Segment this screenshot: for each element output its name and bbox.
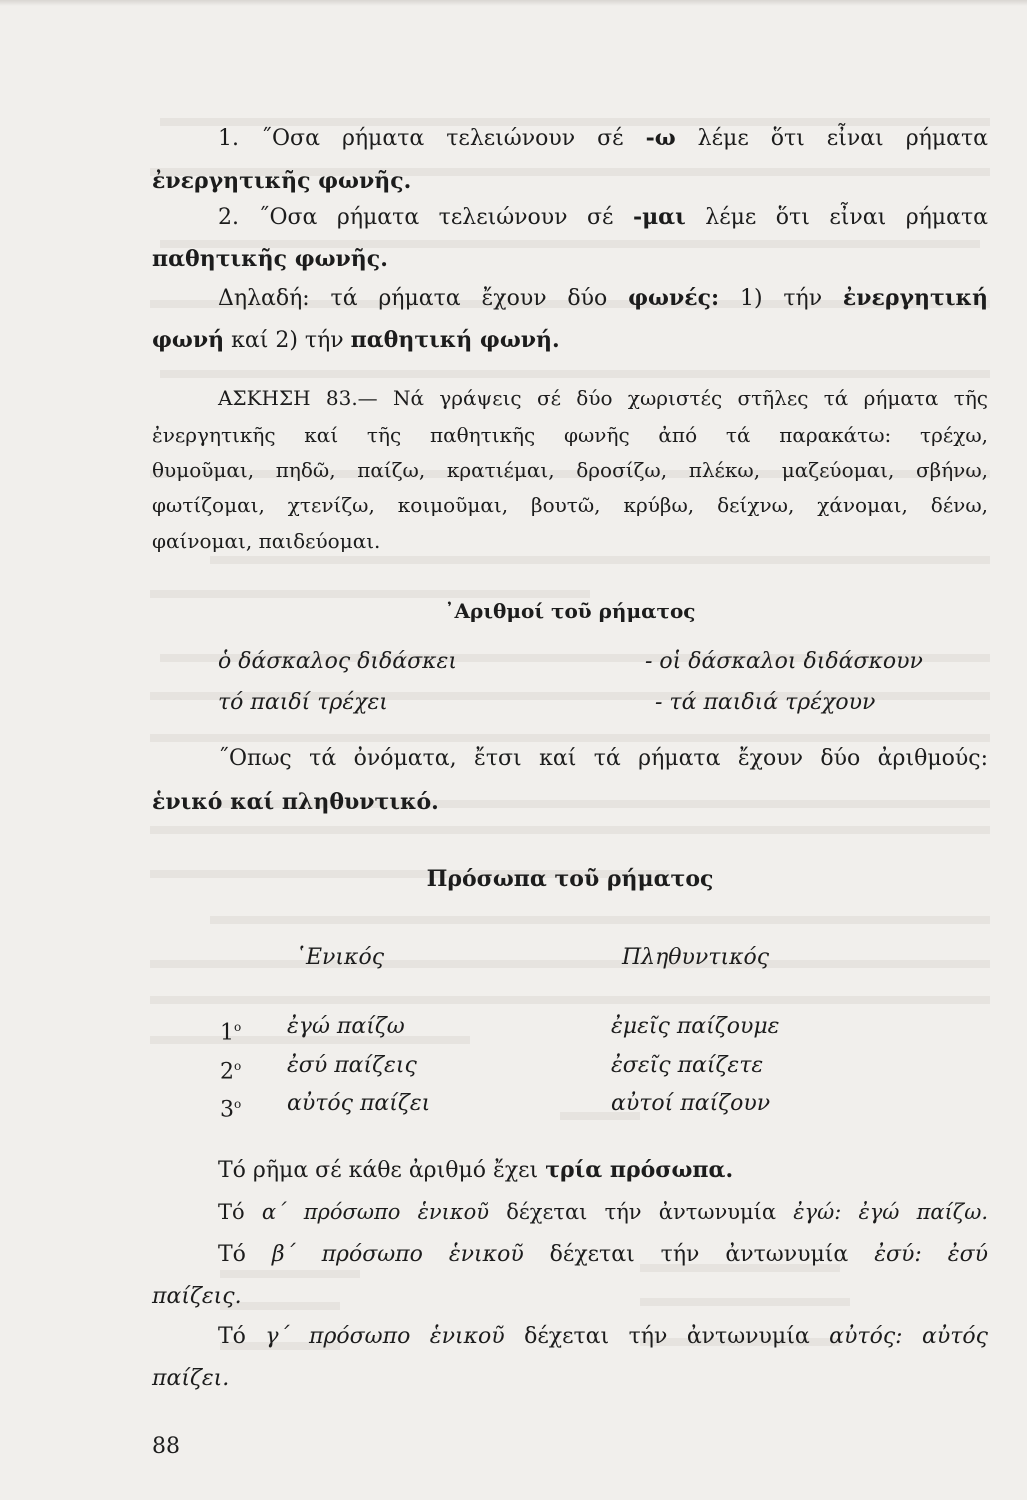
person-number: 2 xyxy=(220,1059,234,1085)
term-voice: φωνή xyxy=(152,327,225,353)
exercise-line-4 xyxy=(152,490,988,520)
header-text: ῾Ενικός xyxy=(295,945,385,970)
text: Δηλαδή: τά ρήματα ἔχουν δύο xyxy=(218,286,629,311)
summary-line-1 xyxy=(218,283,988,314)
text: 1. ˝Οσα ρήματα τελειώνουν σέ xyxy=(218,126,646,151)
text: ΑΣΚΗΣΗ 83.— Νά γράψεις σέ δύο χωριστές στῆλες τά ρήματα τῆς xyxy=(218,386,988,410)
third-person-term: γ΄ πρόσωπο ἑνικοῦ xyxy=(265,1324,505,1349)
text: ἐνεργητικῆς καί τῆς παθητικῆς φωνῆς ἀπό τά παρακάτω: τρέχω, xyxy=(152,423,988,447)
ending-mai: -μαι xyxy=(632,204,686,230)
pronoun-example: ἐσύ: ἐσύ xyxy=(874,1242,988,1267)
plural-form xyxy=(611,1051,763,1081)
text: Τό xyxy=(218,1324,266,1349)
pronoun-example: αὐτός: αὐτός xyxy=(829,1324,988,1349)
summary-line-2 xyxy=(152,325,560,356)
text: δέχεται τήν ἀντωνυμία xyxy=(523,1242,875,1267)
text: 1) τήν xyxy=(719,286,843,311)
exercise-line-3 xyxy=(152,455,988,485)
heading-text: ᾿Αριθμοί τοῦ ρήματος xyxy=(444,599,696,623)
text: δέχεται τήν ἀντωνυμία xyxy=(504,1324,830,1349)
term-passive-voice: παθητικῆς φωνῆς. xyxy=(152,246,388,272)
exercise-line-2 xyxy=(152,420,988,450)
pronoun-example: παίζεις. xyxy=(152,1284,242,1309)
text: Τό xyxy=(218,1200,262,1224)
text: δέχεται τήν ἀντωνυμία xyxy=(489,1200,794,1224)
page-number: 88 xyxy=(152,1434,180,1459)
example-text: τό παιδί τρέχει xyxy=(218,690,388,715)
header-text: Πληθυντικός xyxy=(622,945,770,970)
heading-numbers xyxy=(152,596,988,626)
text: θυμοῦμαι, πηδῶ, παίζω, κρατιέμαι, δροσίζω, πλέκω, μαζεύομαι, σβήνω, xyxy=(152,458,988,482)
table-row xyxy=(220,1089,241,1125)
term-numbers: ἑνικό καί πληθυντικό. xyxy=(152,789,439,815)
rule-2-line-2 xyxy=(152,244,388,275)
first-person-term: α΄ πρόσωπο ἑνικοῦ xyxy=(261,1200,490,1224)
rule-1-line-2 xyxy=(152,166,411,197)
term-active-voice: ἐνεργητικῆς φωνῆς. xyxy=(152,168,412,194)
text: φωτίζομαι, χτενίζω, κοιμοῦμαι, βουτῶ, κρύβω, δείχνω, χάνομαι, δένω, xyxy=(152,493,988,517)
form-text: ἐγώ παίζω xyxy=(287,1014,405,1039)
heading-persons xyxy=(152,864,988,894)
form-text: ἐμεῖς παίζουμε xyxy=(611,1014,780,1039)
pronoun-example: παίζει. xyxy=(152,1366,230,1391)
column-header-plural xyxy=(622,943,769,973)
table-row xyxy=(220,1051,241,1087)
term-three-persons: τρία πρόσωπα. xyxy=(545,1157,734,1183)
column-header-singular xyxy=(295,943,384,973)
form-text: ἐσύ παίζεις xyxy=(287,1053,417,1078)
persons-line-5 xyxy=(218,1322,988,1352)
term-active: ἐνεργητική xyxy=(842,285,988,311)
plural-form xyxy=(611,1089,770,1119)
singular-form xyxy=(287,1089,430,1119)
example-1-right xyxy=(645,647,923,677)
persons-line-2 xyxy=(218,1197,988,1227)
table-row xyxy=(220,1012,241,1048)
persons-line-6 xyxy=(152,1364,229,1394)
example-text: - οἱ δάσκαλοι διδάσκουν xyxy=(645,649,923,674)
exercise-line-1 xyxy=(218,383,988,413)
form-text: αὐτοί παίζουν xyxy=(611,1091,771,1116)
form-text: ἐσεῖς παίζετε xyxy=(611,1053,764,1078)
text: καί 2) τήν xyxy=(224,328,351,353)
rule-1-line-1 xyxy=(218,123,988,154)
example-2-left xyxy=(218,688,388,718)
term-voices: φωνές: xyxy=(628,285,720,311)
example-2-right xyxy=(655,688,875,718)
text: ˝Οπως τά ὀνόματα, ἔτσι καί τά ρήματα ἔχουν δύο ἀριθμούς: xyxy=(218,746,988,771)
ordinal-mark: ο xyxy=(234,1020,242,1034)
text: Τό xyxy=(218,1242,272,1267)
heading-text: Πρόσωπα τοῦ ρήματος xyxy=(426,866,714,892)
ordinal-mark: ο xyxy=(234,1059,242,1073)
pronoun-example: ἐγώ: ἐγώ παίζω. xyxy=(793,1200,988,1224)
ending-omega: -ω xyxy=(645,125,676,151)
example-1-left xyxy=(218,647,457,677)
persons-line-3 xyxy=(218,1240,988,1270)
text: Τό ρῆμα σέ κάθε ἀριθμό ἔχει xyxy=(218,1158,546,1183)
ordinal-mark: ο xyxy=(234,1097,242,1111)
singular-form xyxy=(287,1012,405,1042)
persons-line-1 xyxy=(218,1155,733,1186)
example-text: ὁ δάσκαλος διδάσκει xyxy=(218,649,457,674)
numbers-line-2 xyxy=(152,787,439,818)
text: λέμε ὅτι εἶναι ρήματα xyxy=(685,205,988,230)
persons-line-4 xyxy=(152,1282,242,1312)
numbers-line-1 xyxy=(218,744,988,774)
text: λέμε ὅτι εἶναι ρήματα xyxy=(675,126,989,151)
form-text: αὐτός παίζει xyxy=(287,1091,431,1116)
text: 2. ˝Οσα ρήματα τελειώνουν σέ xyxy=(218,205,633,230)
second-person-term: β΄ πρόσωπο ἑνικοῦ xyxy=(271,1242,524,1267)
person-number: 3 xyxy=(220,1097,234,1123)
person-number: 1 xyxy=(220,1020,234,1046)
term-passive: παθητική φωνή. xyxy=(350,327,560,353)
example-text: - τά παιδιά τρέχουν xyxy=(655,690,876,715)
exercise-line-5 xyxy=(152,526,380,556)
text: φαίνομαι, παιδεύομαι. xyxy=(152,529,381,553)
singular-form xyxy=(287,1051,417,1081)
plural-form xyxy=(611,1012,779,1042)
rule-2-line-1 xyxy=(218,202,988,233)
